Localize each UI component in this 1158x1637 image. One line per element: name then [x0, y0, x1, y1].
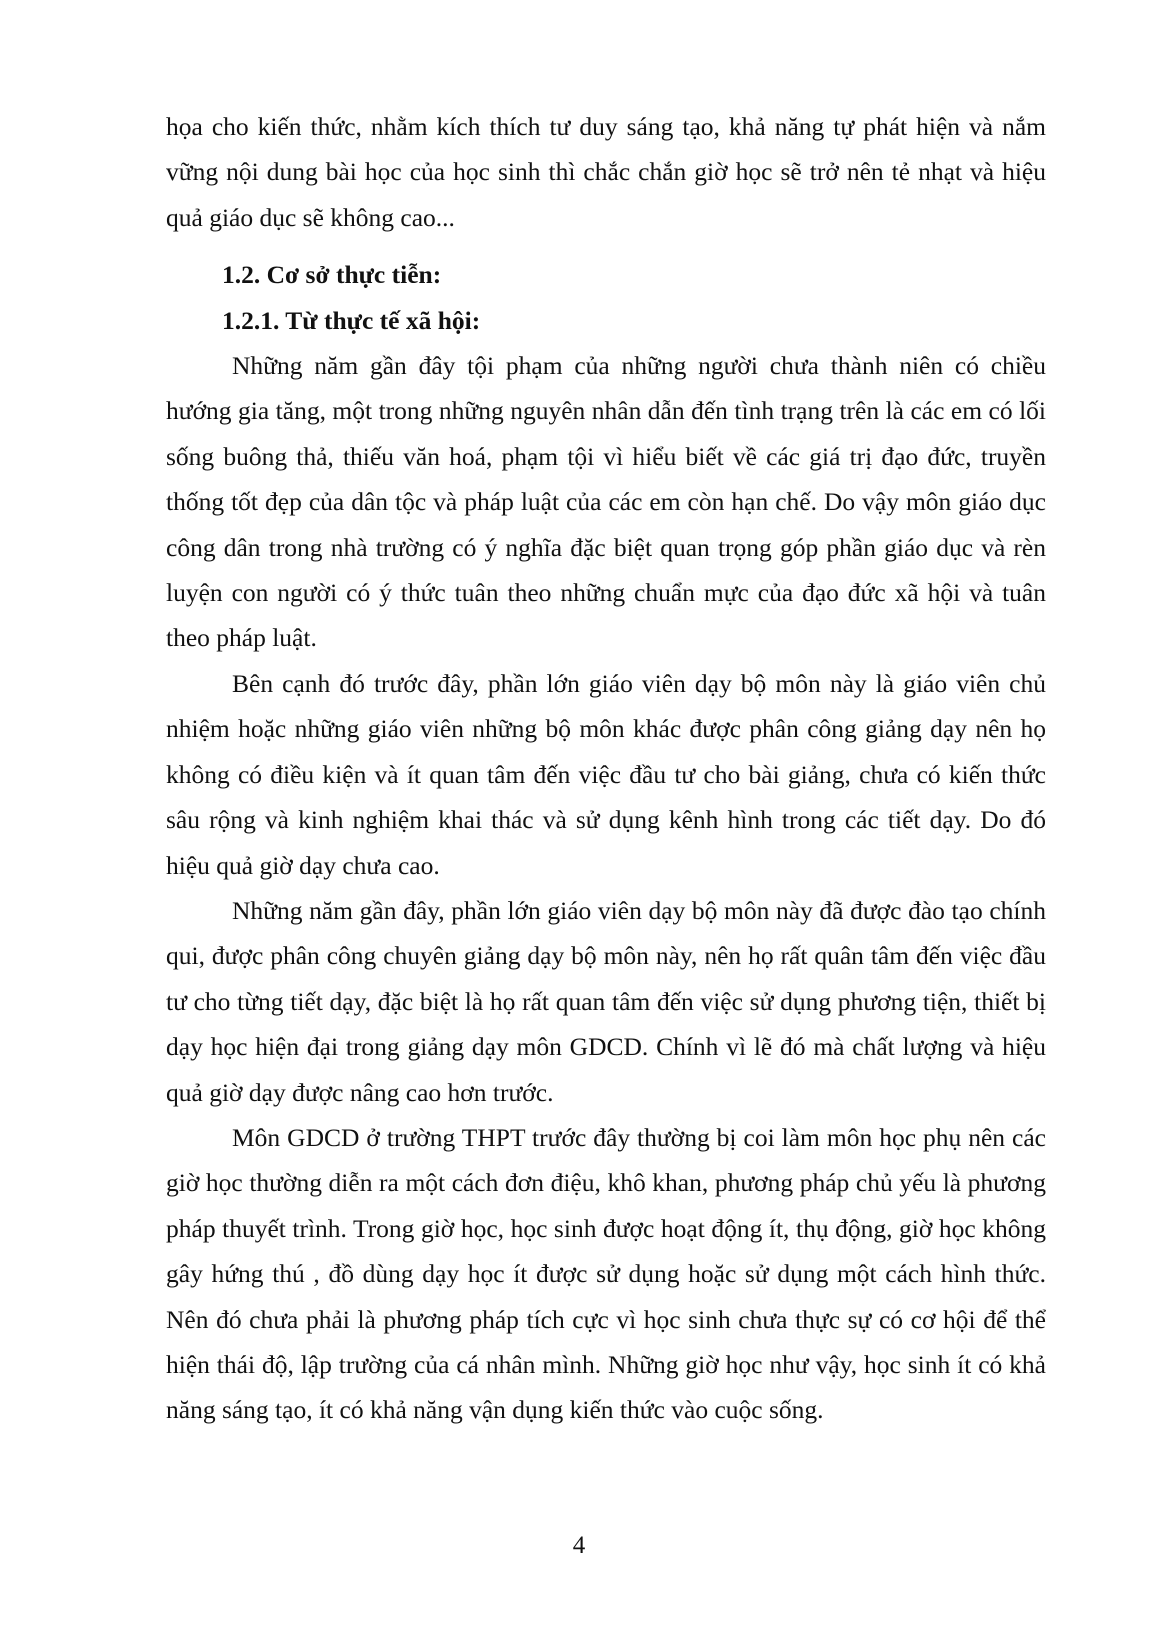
subsection-heading-1-2-1: 1.2.1. Từ thực tế xã hội: — [222, 305, 481, 335]
document-page — [166, 104, 1046, 1433]
paragraph-teachers-recent: Những năm gần đây, phần lớn giáo viên dạy bộ môn này đã được đào tạo chính qui, được phân công chuyên giảng dạy bộ môn này, nên họ rất quân tâm đến việc đầu tư cho từng tiết dạy, đặc biệt là họ rất quan tâm đến việc sử dụng phương tiện, thiết bị dạy học hiện đại trong giảng dạy môn GDCD. Chính vì lẽ đó mà chất lượng và hiệu quả giờ dạy được nâng cao hơn trước. — [166, 895, 1046, 1107]
paragraph-social-reality: Những năm gần đây tội phạm của những người chưa thành niên có chiều hướng gia tăng, một trong những nguyên nhân dẫn đến tình trạng trên là các em có lối sống buông thả, thiếu văn hoá, phạm tội vì hiểu biết về các giá trị đạo đức, truyền thống tốt đẹp của dân tộc và pháp luật của các em còn hạn chế. Do vậy môn giáo dục công dân trong nhà trường có ý nghĩa đặc biệt quan trọng góp phần giáo dục và rèn luyện con người có ý thức tuân theo những chuẩn mực của đạo đức xã hội và tuân theo pháp luật. — [166, 351, 1046, 653]
page-number: 4 — [572, 1532, 586, 1559]
section-heading-1-2: 1.2. Cơ sở thực tiễn: — [222, 260, 442, 290]
paragraph-teachers-before: Bên cạnh đó trước đây, phần lớn giáo viên dạy bộ môn này là giáo viên chủ nhiệm hoặc những giáo viên những bộ môn khác được phân công giảng dạy nên họ không có điều kiện và ít quan tâm đến việc đầu tư cho bài giảng, chưa có kiến thức sâu rộng và kinh nghiệm khai thác và sử dụng kênh hình trong các tiết dạy. Do đó hiệu quả giờ dạy chưa cao. — [166, 668, 1046, 880]
paragraph-continuation: họa cho kiến thức, nhằm kích thích tư duy sáng tạo, khả năng tự phát hiện và nắm vững nội dung bài học của học sinh thì chắc chắn giờ học sẽ trở nên tẻ nhạt và hiệu quả giáo dục sẽ không cao... — [166, 112, 1046, 232]
paragraph-gdcd-subject: Môn GDCD ở trường THPT trước đây thường bị coi làm môn học phụ nên các giờ học thường diễn ra một cách đơn điệu, khô khan, phương pháp chủ yếu là phương pháp thuyết trình. Trong giờ học, học sinh được hoạt động ít, thụ động, giờ học không gây hứng thú , đồ dùng dạy học ít được sử dụng hoặc sử dụng một cách hình thức. Nên đó chưa phải là phương pháp tích cực vì học sinh chưa thực sự có cơ hội để thể hiện thái độ, lập trường của cá nhân mình. Những giờ học như vậy, học sinh ít có khả năng sáng tạo, ít có khả năng vận dụng kiến thức vào cuộc sống. — [166, 1122, 1046, 1425]
